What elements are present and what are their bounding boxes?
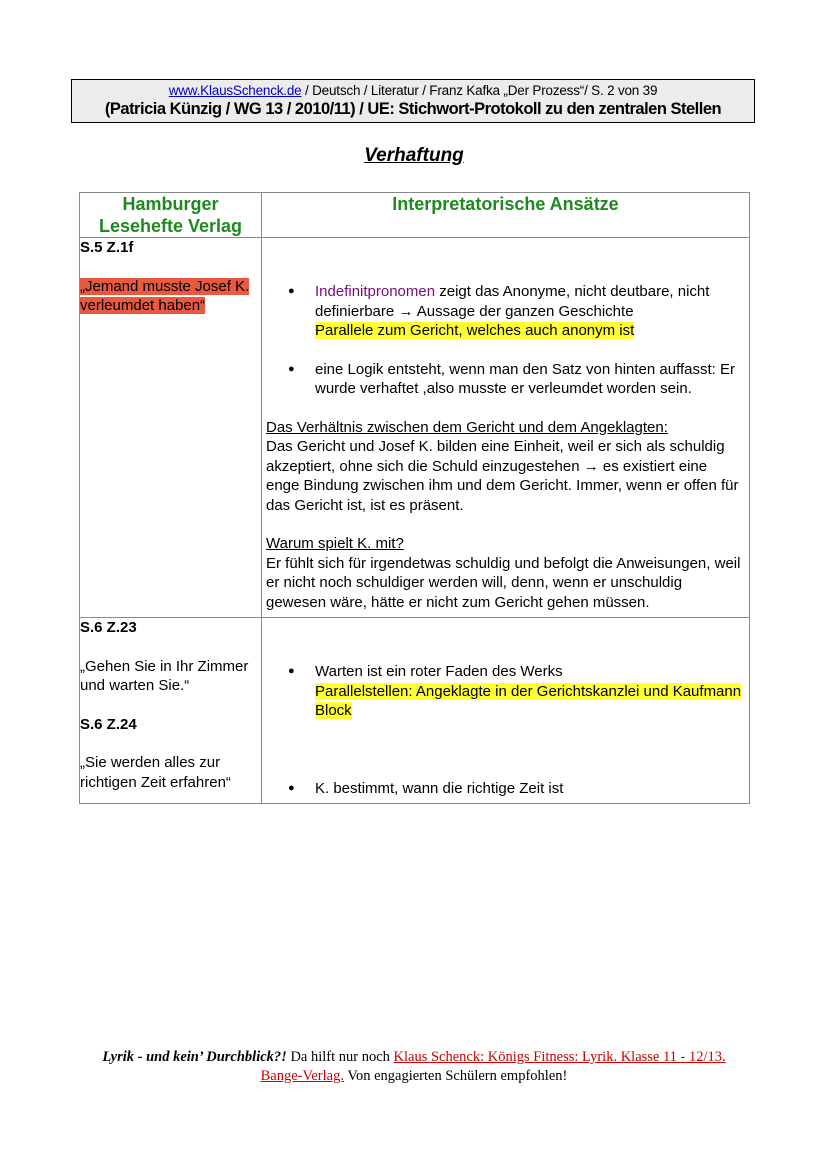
header-subtitle: (Patricia Künzig / WG 13 / 2010/11) / UE: Stichwort-Protokoll zu den zentralen Stellen	[104, 100, 722, 118]
term-indefinitpronomen: Indefinitpronomen	[315, 283, 436, 300]
footer-text: Von engagierten Schülern empfohlen!	[343, 1068, 568, 1084]
section-heading-why: Warum spielt K. mit?	[266, 535, 404, 552]
header-breadcrumb: / Deutsch / Literatur / Franz Kafka „Der Prozess“/ S. 2 von 39	[301, 83, 658, 98]
table-header-row	[80, 193, 750, 238]
header-breadcrumb-line	[72, 80, 754, 99]
footer-lead: Lyrik - und kein’ Durchblick?!	[102, 1049, 287, 1065]
section-heading-relationship: Das Verhältnis zwischen dem Gericht und dem Angeklagten:	[266, 418, 668, 436]
protocol-table	[79, 192, 750, 804]
paragraph-why: Er fühlt sich für irgendetwas schuldig und befolgt die Anweisungen, weil er nicht noch schuldiger werden will, denn, wenn er unschuldig gewesen wäre, hätte er nicht zum Gericht gehen müssen.	[266, 554, 741, 611]
highlighted-parallel: Parallelstellen: Angeklagte in der Gerichtskanzlei und Kaufmann Block	[315, 682, 742, 719]
page-line-reference: S.5 Z.1f	[80, 239, 134, 256]
page-header	[71, 79, 755, 123]
interpretation-cell	[262, 238, 750, 618]
list-item	[266, 282, 743, 341]
column-header-source	[80, 193, 262, 238]
interpretation-cell	[262, 618, 750, 804]
page-footer	[0, 1048, 828, 1086]
footer-publisher-link[interactable]: Bange-Verlag.	[260, 1068, 344, 1084]
page-line-reference: S.6 Z.24	[80, 715, 137, 733]
table-row	[80, 238, 750, 618]
list-item: ● K. bestimmt, wann die richtige Zeit ist	[266, 779, 743, 799]
column-header-source-line2: Lesehefte Verlag	[98, 216, 243, 236]
list-item-text: Warten ist ein roter Faden des Werks	[315, 663, 563, 680]
list-item	[266, 662, 743, 721]
paragraph-relationship: Das Gericht und Josef K. bilden eine Einheit, weil er sich als schuldig akzeptiert, ohne sich die Schuld einzugestehen → es existiert eine enge Bindung zwischen ihm und dem Gericht. Immer, wenn er offen für das Gericht ist, ist es präsent.	[266, 438, 739, 514]
quote: „Sie werden alles zur richtigen Zeit erfahren“	[80, 754, 231, 791]
footer-text: Da hilft nur noch	[286, 1049, 394, 1065]
source-cell	[80, 618, 262, 804]
source-cell	[80, 238, 262, 618]
quote: „Gehen Sie in Ihr Zimmer und warten Sie.“	[80, 657, 249, 694]
list-item: ● eine Logik entsteht, wenn man den Satz von hinten auffasst: Er wurde verhaftet ,also musste er verleumdet worden sein.	[266, 360, 743, 399]
page-line-reference: S.6 Z.23	[80, 619, 137, 636]
site-link[interactable]: www.KlausSchenck.de	[168, 83, 302, 98]
list-item-text: zeigt das Anonyme, nicht deutbare, nicht definierbare → Aussage der ganzen Geschichte	[315, 283, 710, 320]
column-header-interpretation: Interpretatorische Ansätze	[262, 193, 750, 238]
footer-book-link[interactable]: Klaus Schenck: Königs Fitness: Lyrik. Klasse 11 - 12/13.	[393, 1049, 726, 1065]
document-title: Verhaftung	[364, 145, 464, 166]
quote-highlighted: „Jemand musste Josef K. verleumdet haben“	[80, 277, 250, 314]
highlighted-parallel: Parallele zum Gericht, welches auch anonym ist	[315, 322, 635, 339]
column-header-source-line1: Hamburger	[122, 194, 219, 214]
table-row	[80, 618, 750, 804]
